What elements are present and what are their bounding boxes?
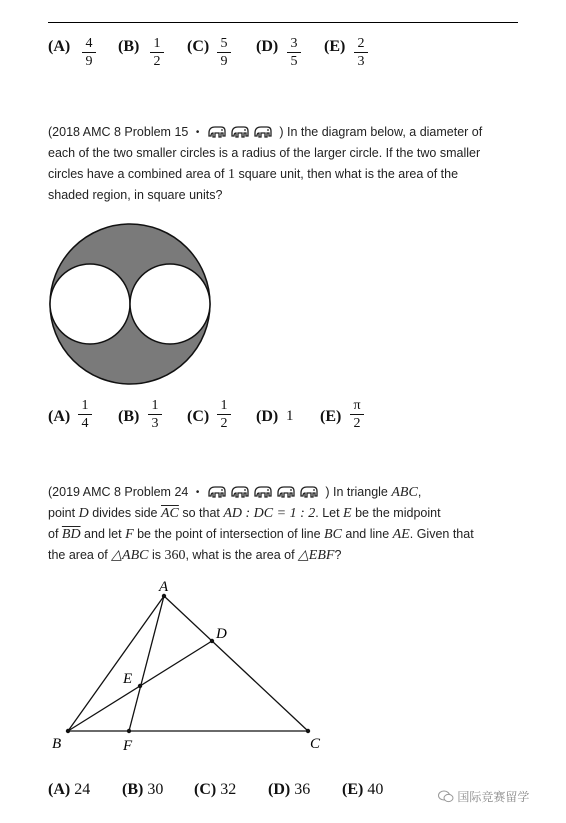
elephant-icon bbox=[230, 485, 250, 499]
label-c: C bbox=[310, 736, 321, 752]
side-ac bbox=[164, 596, 308, 731]
top-divider bbox=[48, 22, 518, 23]
segment-af bbox=[129, 596, 164, 731]
p15-choice-b: (B) $\frac{1}{3}$ bbox=[118, 408, 139, 426]
circles-diagram bbox=[48, 222, 212, 386]
problem24-text: (2019 AMC 8 Problem 24 • ) In triangle ABC, point D divides side $\overline{AC}$ so that AD : DC = 1 : 2. Let E be the midpoint of $\overline{BD}$ and let F be the point of intersection of line BC and line AE. Given that the area of △ABC is 360, what is the area of △EBF? bbox=[48, 485, 474, 563]
p24-choice-d: (D) 36 bbox=[268, 781, 311, 798]
elephant-icon bbox=[207, 125, 227, 139]
point-f bbox=[127, 729, 131, 733]
p15-choice-e: (E) $\frac{\pi}{2}$ bbox=[320, 408, 341, 426]
p24-choice-a: (A) 24 bbox=[48, 781, 91, 798]
problem24-source: (2019 AMC 8 Problem 24 bbox=[48, 485, 189, 499]
bullet-dot: • bbox=[195, 127, 200, 138]
elephant-icon bbox=[253, 125, 273, 139]
top-choice-e: (E) $\frac{2}{3}$ bbox=[324, 38, 345, 56]
elephant-icon bbox=[207, 485, 227, 499]
top-choice-d: (D) $\frac{3}{5}$ bbox=[256, 38, 278, 56]
bullet-dot: • bbox=[195, 487, 200, 498]
triangle-diagram bbox=[40, 575, 340, 755]
problem15-text: (2018 AMC 8 Problem 15 • ) In the diagram below, a diameter of each of the two smaller circles is a radius of the larger circle. If the two smaller circles have a combined area of 1 square unit, then what is the area of the shaded region, in square units? bbox=[48, 125, 483, 202]
p24-choice-b: (B) 30 bbox=[122, 781, 164, 798]
point-d bbox=[210, 639, 214, 643]
label-e: E bbox=[123, 671, 133, 687]
label-f: F bbox=[123, 738, 133, 754]
p24-choice-c: (C) 32 bbox=[194, 781, 237, 798]
watermark: 国际竞赛留学 bbox=[438, 788, 529, 805]
top-choice-c: (C) $\frac{5}{9}$ bbox=[187, 38, 209, 56]
point-e bbox=[138, 684, 142, 688]
point-b bbox=[66, 729, 70, 733]
top-choice-a: (A) $\frac{4}{9}$ bbox=[48, 38, 70, 56]
top-choice-b: (B) $\frac{1}{2}$ bbox=[118, 38, 139, 56]
label-a: A bbox=[159, 579, 169, 595]
elephant-icon bbox=[276, 485, 296, 499]
p15-choice-a: (A) $\frac{1}{4}$ bbox=[48, 408, 70, 426]
p15-choice-d: (D) 1 bbox=[256, 408, 294, 425]
problem15-source: (2018 AMC 8 Problem 15 bbox=[48, 125, 189, 139]
elephant-icon bbox=[230, 125, 250, 139]
label-b: B bbox=[52, 736, 62, 752]
label-d: D bbox=[216, 626, 227, 642]
wechat-icon bbox=[438, 790, 454, 803]
point-c bbox=[306, 729, 310, 733]
elephant-icon bbox=[299, 485, 319, 499]
p24-choice-e: (E) 40 bbox=[342, 781, 384, 798]
elephant-icon bbox=[253, 485, 273, 499]
small-circle-right bbox=[130, 264, 210, 344]
side-ab bbox=[68, 596, 164, 731]
small-circle-left bbox=[50, 264, 130, 344]
p15-choice-c: (C) $\frac{1}{2}$ bbox=[187, 408, 209, 426]
